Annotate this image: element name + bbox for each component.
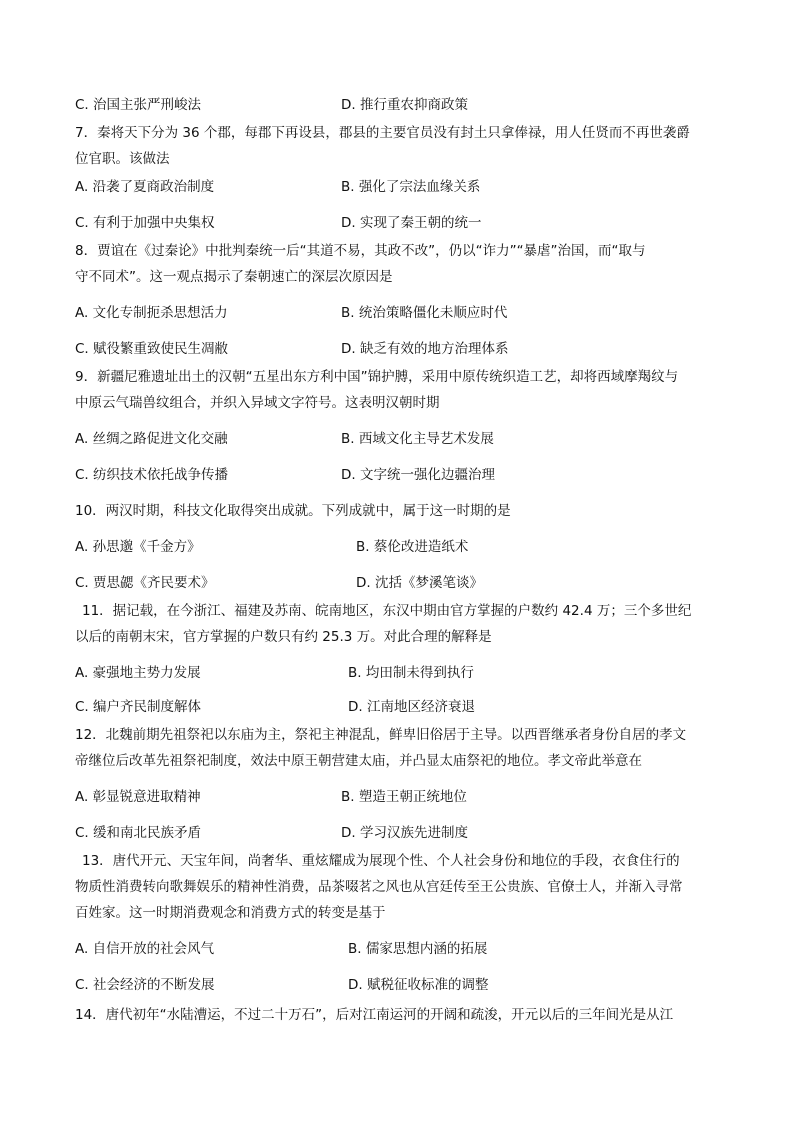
q11-option-a: A. 豪强地主势力发展	[75, 665, 201, 681]
q12-option-d: D. 学习汉族先进制度	[341, 825, 468, 841]
q12-option-b: B. 塑造王朝正统地位	[341, 789, 467, 805]
q8-option-d: D. 缺乏有效的地方治理体系	[341, 341, 509, 357]
q7-stem-line2: 位官职。该做法	[75, 151, 170, 167]
q9-option-d: D. 文字统一强化边疆治理	[341, 467, 495, 483]
q13-option-b: B. 儒家思想内涵的拓展	[348, 941, 488, 957]
q13-stem-line3: 百姓家。这一时期消费观念和消费方式的转变是基于	[75, 905, 386, 921]
q12-option-a: A. 彰显锐意进取精神	[75, 789, 201, 805]
q10-option-a: A. 孙思邈《千金方》	[75, 539, 201, 555]
q9-option-a: A. 丝绸之路促进文化交融	[75, 431, 228, 447]
q9-option-c: C. 纺织技术依托战争传播	[75, 467, 229, 483]
q6-option-c: C. 治国主张严刑峻法	[75, 97, 202, 113]
q7-option-d: D. 实现了秦王朝的统一	[341, 215, 482, 231]
q13-stem-line1: 13．唐代开元、天宝年间，尚奢华、重炫耀成为展现个性、个人社会身份和地位的手段，衣食住行的	[82, 853, 680, 869]
q6-option-d: D. 推行重农抑商政策	[341, 97, 468, 113]
q10-option-c: C. 贾思勰《齐民要术》	[75, 575, 215, 591]
q11-stem-line2: 以后的南朝末宋，官方掌握的户数只有约 25.3 万。对此合理的解释是	[75, 629, 492, 645]
q9-stem-line1: 9．新疆尼雅遗址出土的汉朝“五星出东方利中国”锦护膊，采用中原传统织造工艺，却将西域摩羯纹与	[75, 369, 679, 385]
q8-option-c: C. 赋役繁重致使民生凋敝	[75, 341, 229, 357]
q11-option-b: B. 均田制未得到执行	[348, 665, 474, 681]
q7-stem-line1: 7．秦将天下分为 36 个郡，每郡下再设县，郡县的主要官员没有封土只拿俸禄，用人任贤而不再世袭爵	[75, 125, 690, 141]
q13-stem-line2: 物质性消费转向歌舞娱乐的精神性消费，品茶啜茗之风也从宫廷传至王公贵族、官僚士人，并渐入寻常	[75, 879, 683, 895]
q12-stem-line1: 12．北魏前期先祖祭祀以东庙为主，祭祀主神混乱，鲜卑旧俗居于主导。以西晋继承者身份自居的孝文	[75, 727, 687, 743]
q13-option-a: A. 自信开放的社会风气	[75, 941, 215, 957]
q13-option-c: C. 社会经济的不断发展	[75, 977, 215, 993]
q12-option-c: C. 缓和南北民族矛盾	[75, 825, 202, 841]
q8-stem-line1: 8．贾谊在《过秦论》中批判秦统一后“其道不易，其政不改”，仍以“诈力”“暴虐”治国，而“取与	[75, 243, 646, 259]
q14-stem-line1: 14．唐代初年“水陆漕运，不过二十万石”，后对江南运河的开阔和疏浚，开元以后的三年间光是从江	[75, 1007, 674, 1023]
q7-option-b: B. 强化了宗法血缘关系	[341, 179, 481, 195]
q11-option-d: D. 江南地区经济衰退	[348, 699, 475, 715]
q8-stem-line2: 守不同术”。这一观点揭示了秦朝速亡的深层次原因是	[75, 269, 393, 285]
q11-stem-line1: 11．据记载，在今浙江、福建及苏南、皖南地区，东汉中期由官方掌握的户数约 42.4 万；三个多世纪	[82, 603, 692, 619]
q11-option-c: C. 编户齐民制度解体	[75, 699, 202, 715]
q13-option-d: D. 赋税征收标准的调整	[348, 977, 489, 993]
q12-stem-line2: 帝继位后改革先祖祭祀制度，效法中原王朝营建太庙，并凸显太庙祭祀的地位。孝文帝此举意在	[75, 753, 642, 769]
q8-option-a: A. 文化专制扼杀思想活力	[75, 305, 228, 321]
q7-option-a: A. 沿袭了夏商政治制度	[75, 179, 215, 195]
q10-stem-line1: 10．两汉时期，科技文化取得突出成就。下列成就中，属于这一时期的是	[75, 503, 511, 519]
q10-option-d: D. 沈括《梦溪笔谈》	[356, 575, 483, 591]
q9-option-b: B. 西域文化主导艺术发展	[341, 431, 494, 447]
q9-stem-line2: 中原云气瑞兽纹组合，并织入异域文字符号。这表明汉朝时期	[75, 395, 440, 411]
q8-option-b: B. 统治策略僵化未顺应时代	[341, 305, 508, 321]
q10-option-b: B. 蔡伦改进造纸术	[356, 539, 469, 555]
q7-option-c: C. 有利于加强中央集权	[75, 215, 215, 231]
